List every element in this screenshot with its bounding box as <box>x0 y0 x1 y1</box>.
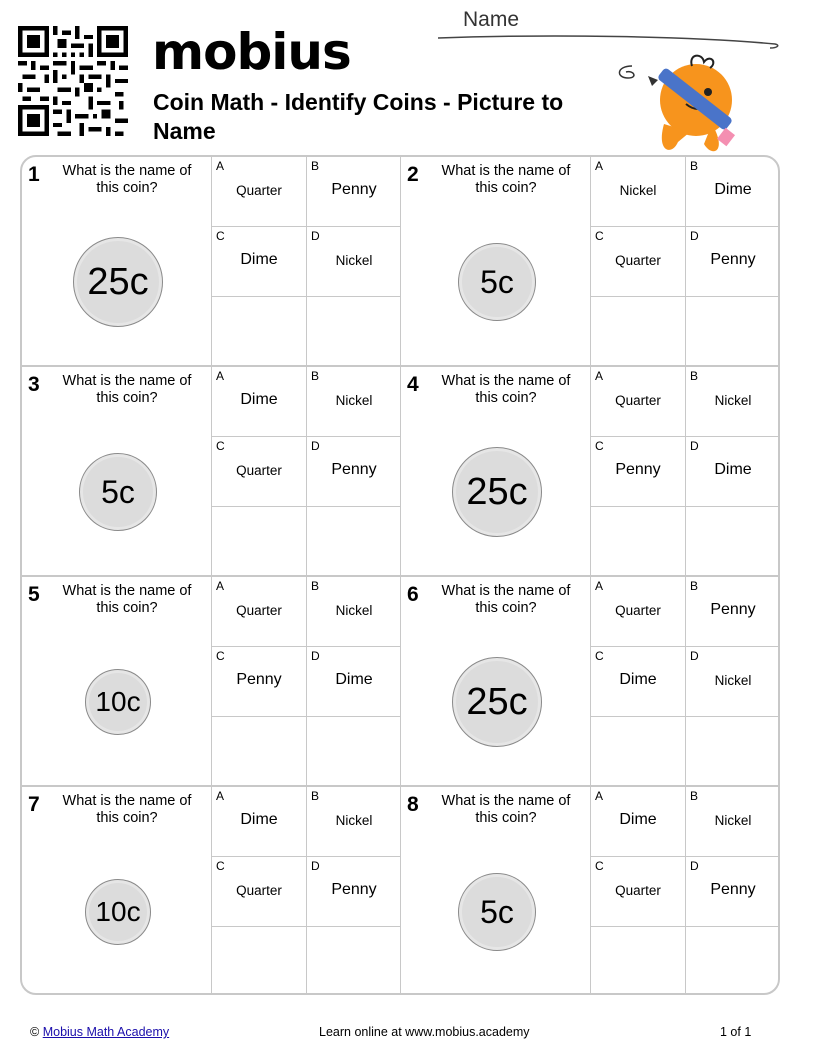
answer-option-d[interactable] <box>685 647 780 717</box>
answer-text: Penny <box>331 181 377 198</box>
question-cell <box>401 787 780 995</box>
answer-option-b[interactable] <box>685 787 780 857</box>
answer-option-b[interactable] <box>685 157 780 227</box>
coin-image <box>79 453 157 531</box>
question-text: What is the name of this coin? <box>441 793 571 826</box>
answer-letter: A <box>216 789 225 803</box>
answer-text: Quarter <box>615 393 661 408</box>
answer-text: Dime <box>240 811 278 828</box>
answer-text: Dime <box>714 461 752 478</box>
blank-answer-space <box>211 717 306 787</box>
blank-answer-space <box>685 927 780 995</box>
coin-value: 10c <box>95 686 141 717</box>
answer-letter: D <box>311 439 320 453</box>
answer-text: Dime <box>335 671 373 688</box>
answer-letter: D <box>690 859 699 873</box>
page-number: 1 of 1 <box>720 1025 752 1039</box>
coin-value: 10c <box>95 896 141 927</box>
answer-text: Quarter <box>236 603 282 618</box>
question-cell <box>22 367 401 577</box>
coin-image <box>452 657 542 747</box>
answer-text: Quarter <box>615 253 661 268</box>
answer-option-c[interactable] <box>211 857 306 927</box>
answer-option-d[interactable] <box>685 227 780 297</box>
question-text: What is the name of this coin? <box>441 373 571 406</box>
question-text: What is the name of this coin? <box>441 583 571 616</box>
question-text: What is the name of this coin? <box>62 373 192 406</box>
answer-option-b[interactable] <box>685 367 780 437</box>
answer-option-b[interactable] <box>306 367 401 437</box>
answer-text: Nickel <box>714 813 752 828</box>
question-cell <box>22 787 401 995</box>
qr-code-icon <box>18 26 128 136</box>
answer-letter: B <box>311 579 320 593</box>
question-number: 7 <box>28 793 40 816</box>
answer-option-d[interactable] <box>685 437 780 507</box>
footer-copyright <box>30 1025 169 1039</box>
question-number: 2 <box>407 163 419 186</box>
answer-letter: C <box>595 859 604 873</box>
blank-answer-space <box>590 927 685 995</box>
question-number: 6 <box>407 583 419 606</box>
question-text: What is the name of this coin? <box>62 163 192 196</box>
answer-option-b[interactable] <box>306 157 401 227</box>
answer-letter: A <box>216 369 225 383</box>
answer-text: Dime <box>240 391 278 408</box>
answer-text: Nickel <box>714 673 752 688</box>
blank-answer-space <box>306 927 401 995</box>
answer-letter: C <box>216 229 225 243</box>
coin-value: 25c <box>466 470 528 513</box>
answer-text: Penny <box>710 251 756 268</box>
question-cell <box>22 157 401 367</box>
answer-letter: C <box>595 229 604 243</box>
answer-option-a[interactable] <box>590 787 685 857</box>
answer-text: Nickel <box>335 253 373 268</box>
logo-text: mobius <box>152 23 351 81</box>
answer-option-c[interactable] <box>211 227 306 297</box>
answer-option-c[interactable] <box>211 437 306 507</box>
answer-letter: D <box>311 229 320 243</box>
blank-answer-space <box>590 507 685 577</box>
answer-option-c[interactable] <box>590 437 685 507</box>
question-cell <box>401 577 780 787</box>
coin-value: 5c <box>480 893 514 930</box>
question-number: 4 <box>407 373 419 396</box>
answer-text: Nickel <box>714 393 752 408</box>
answer-text: Dime <box>619 811 657 828</box>
answer-option-d[interactable] <box>306 227 401 297</box>
answer-letter: B <box>690 789 699 803</box>
blank-answer-space <box>590 297 685 367</box>
coin-value: 5c <box>480 263 514 300</box>
academy-link[interactable]: Mobius Math Academy <box>42 1025 170 1039</box>
coin-value: 5c <box>101 473 135 510</box>
answer-letter: B <box>690 579 699 593</box>
answer-text: Nickel <box>335 813 373 828</box>
answer-letter: C <box>595 439 604 453</box>
answer-option-d[interactable] <box>685 857 780 927</box>
answer-option-a[interactable] <box>590 157 685 227</box>
answer-letter: C <box>216 649 225 663</box>
question-cell <box>401 157 780 367</box>
answer-letter: C <box>216 439 225 453</box>
answer-option-d[interactable] <box>306 857 401 927</box>
answer-option-d[interactable] <box>306 437 401 507</box>
blank-answer-space <box>306 297 401 367</box>
answer-letter: D <box>690 229 699 243</box>
answer-option-c[interactable] <box>590 227 685 297</box>
footer-url-text: Learn online at www.mobius.academy <box>319 1025 530 1039</box>
answer-text: Quarter <box>615 883 661 898</box>
blank-answer-space <box>306 507 401 577</box>
answer-letter: A <box>595 159 604 173</box>
question-number: 3 <box>28 373 40 396</box>
answer-text: Penny <box>236 671 282 688</box>
coin-image <box>458 243 536 321</box>
blank-answer-space <box>211 927 306 995</box>
answer-text: Penny <box>615 461 661 478</box>
question-text: What is the name of this coin? <box>441 163 571 196</box>
question-number: 1 <box>28 163 40 186</box>
question-grid <box>20 155 780 995</box>
answer-option-c[interactable] <box>590 857 685 927</box>
answer-text: Penny <box>331 461 377 478</box>
blank-answer-space <box>685 507 780 577</box>
answer-option-c[interactable] <box>590 647 685 717</box>
answer-letter: B <box>311 159 320 173</box>
name-label: Name <box>463 8 520 31</box>
answer-letter: C <box>595 649 604 663</box>
answer-text: Penny <box>710 881 756 898</box>
page-title: Coin Math - Identify Coins - Picture to Name <box>153 89 564 144</box>
blank-answer-space <box>685 717 780 787</box>
mobius-logo <box>152 22 351 82</box>
answer-text: Quarter <box>236 463 282 478</box>
question-cell <box>401 367 780 577</box>
answer-option-a[interactable] <box>211 787 306 857</box>
question-text: What is the name of this coin? <box>62 583 192 616</box>
answer-letter: A <box>216 579 225 593</box>
answer-text: Dime <box>714 181 752 198</box>
question-number: 8 <box>407 793 419 816</box>
answer-text: Quarter <box>615 603 661 618</box>
answer-letter: A <box>595 789 604 803</box>
answer-option-a[interactable] <box>211 157 306 227</box>
answer-option-b[interactable] <box>306 787 401 857</box>
coin-image <box>85 879 151 945</box>
blank-answer-space <box>306 717 401 787</box>
answer-text: Nickel <box>335 603 373 618</box>
answer-option-a[interactable] <box>211 577 306 647</box>
answer-option-d[interactable] <box>306 647 401 717</box>
blank-answer-space <box>211 507 306 577</box>
question-number: 5 <box>28 583 40 606</box>
coin-value: 25c <box>466 680 528 723</box>
answer-option-a[interactable] <box>590 367 685 437</box>
answer-option-a[interactable] <box>211 367 306 437</box>
answer-letter: B <box>690 159 699 173</box>
answer-letter: D <box>311 859 320 873</box>
answer-letter: D <box>311 649 320 663</box>
answer-letter: B <box>311 369 320 383</box>
blank-answer-space <box>211 297 306 367</box>
answer-letter: A <box>595 369 604 383</box>
answer-text: Quarter <box>236 883 282 898</box>
coin-value: 25c <box>87 260 149 303</box>
coin-image <box>85 669 151 735</box>
answer-text: Nickel <box>335 393 373 408</box>
coin-image <box>73 237 163 327</box>
answer-letter: C <box>216 859 225 873</box>
answer-letter: A <box>595 579 604 593</box>
answer-option-c[interactable] <box>211 647 306 717</box>
copyright-symbol: © <box>30 1025 40 1039</box>
answer-letter: D <box>690 649 699 663</box>
answer-option-a[interactable] <box>590 577 685 647</box>
answer-option-b[interactable] <box>306 577 401 647</box>
answer-letter: A <box>216 159 225 173</box>
blank-answer-space <box>685 297 780 367</box>
answer-option-b[interactable] <box>685 577 780 647</box>
blank-answer-space <box>590 717 685 787</box>
question-cell <box>22 577 401 787</box>
answer-letter: D <box>690 439 699 453</box>
answer-text: Quarter <box>236 183 282 198</box>
answer-text: Dime <box>619 671 657 688</box>
answer-letter: B <box>690 369 699 383</box>
question-text: What is the name of this coin? <box>62 793 192 826</box>
answer-letter: B <box>311 789 320 803</box>
answer-text: Penny <box>331 881 377 898</box>
mascot-with-pencil-icon <box>612 52 752 158</box>
answer-text: Dime <box>240 251 278 268</box>
coin-image <box>452 447 542 537</box>
answer-text: Penny <box>710 601 756 618</box>
coin-image <box>458 873 536 951</box>
answer-text: Nickel <box>619 183 657 198</box>
